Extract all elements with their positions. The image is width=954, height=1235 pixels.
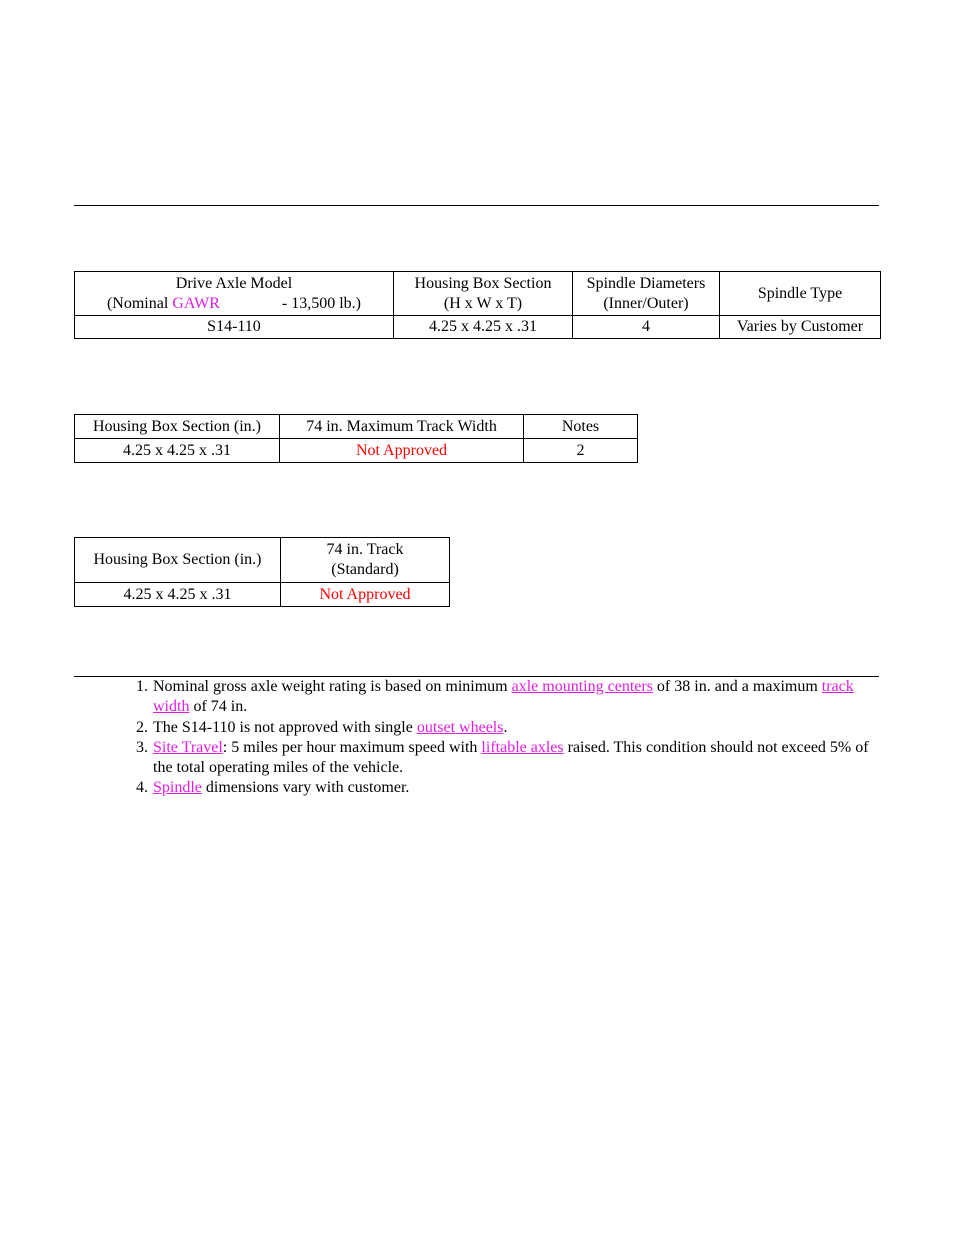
outset-wheels-link[interactable]: outset wheels (416, 718, 504, 736)
cell-housing: 4.25 x 4.25 x .31 (394, 316, 573, 339)
cell-spindle-type: Varies by Customer (720, 316, 881, 339)
gawr-link[interactable]: GAWR (172, 294, 220, 312)
cell-approval-status: Not Approved (280, 439, 524, 463)
header-housing-box-section: Housing Box Section (in.) (75, 538, 281, 583)
header-standard-track: 74 in. Track (Standard) (281, 538, 450, 583)
note-item: 2. The S14-110 is not approved with single outset wheels. (136, 718, 508, 736)
header-spindle-diameters: Spindle Diameters (Inner/Outer) (573, 272, 720, 316)
header-max-track-width: 74 in. Maximum Track Width (280, 415, 524, 439)
header-drive-axle-model: Drive Axle Model (Nominal GAWR - 13,500 lb.) (75, 272, 394, 316)
header-housing-box-section: Housing Box Section (in.) (75, 415, 280, 439)
cell-notes: 2 (524, 439, 638, 463)
cell-housing: 4.25 x 4.25 x .31 (75, 583, 281, 607)
drive-axle-table (74, 271, 881, 339)
track-width-table (74, 414, 638, 463)
cell-spindle-diameters: 4 (573, 316, 720, 339)
cell-housing: 4.25 x 4.25 x .31 (75, 439, 280, 463)
note-item: 3. Site Travel: 5 miles per hour maximum speed with liftable axles raised. This condition should not exceed 5% of the total operating miles of the vehicle. (136, 738, 869, 777)
header-housing-box-section: Housing Box Section (H x W x T) (394, 272, 573, 316)
header-spindle-type: Spindle Type (720, 272, 881, 316)
header-notes: Notes (524, 415, 638, 439)
site-travel-link[interactable]: Site Travel (153, 738, 223, 756)
notes-list (136, 677, 881, 799)
cell-model: S14-110 (75, 316, 394, 339)
liftable-axles-link[interactable]: liftable axles (481, 738, 564, 756)
table-row (75, 439, 638, 463)
note-item: 1. Nominal gross axle weight rating is based on minimum axle mounting centers of 38 in. and a maximum track width of 74 in. (136, 678, 854, 716)
table-row (75, 316, 881, 339)
cell-approval-status: Not Approved (281, 583, 450, 607)
spindle-link[interactable]: Spindle (153, 779, 202, 797)
track-width-link[interactable]: track width (153, 678, 854, 716)
note-item: 4. Spindle dimensions vary with customer. (136, 779, 410, 797)
table-row (75, 583, 450, 607)
axle-mounting-centers-link[interactable]: axle mounting centers (511, 678, 653, 695)
standard-track-table (74, 537, 450, 607)
top-divider (74, 205, 879, 206)
